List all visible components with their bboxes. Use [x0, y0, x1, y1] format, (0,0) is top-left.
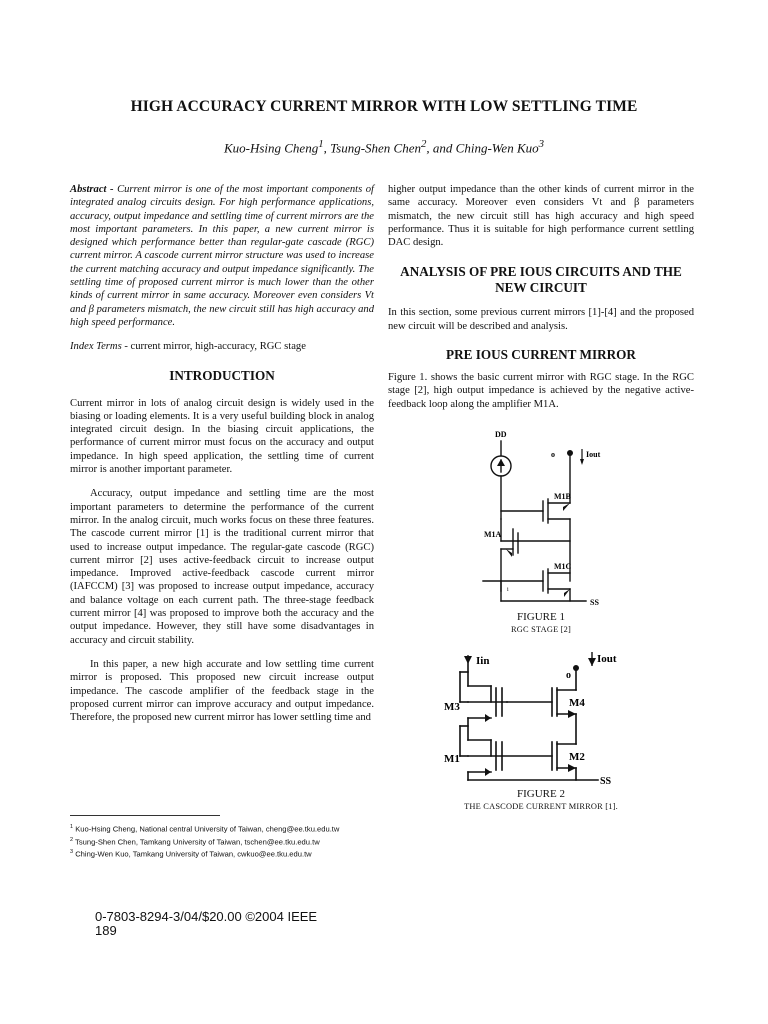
- footnotes: [70, 822, 430, 860]
- author-name: Tsung-Shen Chen: [330, 140, 421, 156]
- abstract-lead: Abstract -: [70, 184, 114, 195]
- fig1-label-i: i: [507, 586, 509, 593]
- fig2-label-m2: M2: [569, 750, 585, 763]
- author-name: Ching-Wen Kuo: [455, 140, 539, 156]
- footnote: [70, 835, 430, 848]
- fig1-label-ss: SS: [590, 597, 599, 607]
- footnote-mark: 1: [70, 824, 74, 830]
- figure-2-number: FIGURE 2: [517, 787, 565, 800]
- author-separator: , and: [426, 140, 456, 156]
- footnote: [70, 822, 430, 835]
- figure-1-rgc-schematic: [388, 423, 694, 619]
- page-number: 189: [95, 923, 117, 938]
- footnote-mark: 2: [70, 836, 74, 843]
- introduction-heading: INTRODUCTION: [169, 367, 275, 383]
- footnote: [70, 847, 430, 860]
- figure-2-caption: [388, 788, 694, 813]
- footnote-mark: 3: [70, 849, 74, 856]
- intro-paragraph-1: Current mirror in lots of analog circuit design is widely used in the biasing or loading elements. It is a very useful building block in analog integrated circuit design. In the biasing circuit applications, the performance of current mirror must focus on the accuracy and output impedance. In high speed application, the settling time of current mirror is another important parameter.: [70, 397, 374, 476]
- index-terms-label: Index Terms: [70, 341, 122, 353]
- fig1-label-m1c: M1C: [554, 561, 572, 571]
- author-line: [0, 138, 768, 156]
- abstract: [70, 183, 374, 329]
- footnote-text: Kuo-Hsing Cheng, National central University of Taiwan, cheng@ee.tku.edu.tw: [75, 824, 340, 834]
- author-separator: ,: [323, 140, 331, 156]
- fig1-label-m1b: M1B: [554, 491, 571, 501]
- intro-paragraph-2: Accuracy, output impedance and settling time are the most important parameters to determine the performance of the current mirror. In the analog circuit, much works focus on these three features. The cascode current mirror [1] is the traditional current mirror that used to increase output impedance. The regular-gate cascode (RGC) current mirror [2] uses active-feedback circuit to increase output impedance. Improved active-feedback cascode current mirror (IAFCCM) [3] was proposed to increase output impedance, accuracy and balance voltage on each current path. The three-stage feedback current mirror [4] was proposed to improve both the accuracy and the output impedance. However, they still have some disadvantages in accuracy and circuit stability.: [70, 488, 374, 646]
- fig2-label-iout: Iout: [597, 652, 617, 665]
- fig1-label-iout: Iout: [586, 449, 601, 459]
- footnote-text: Ching-Wen Kuo, Tamkang University of Taiwan, cwkuo@ee.tku.edu.tw: [75, 849, 312, 859]
- fig2-label-m1: M1: [444, 752, 460, 765]
- publication-info: [95, 910, 317, 938]
- previous-mirror-paragraph: Figure 1. shows the basic current mirror with RGC stage. In the RGC stage [2], high output impedance is achieved by the negative active-feedback loop along the amplifier M1A.: [388, 372, 694, 410]
- analysis-heading: ANALYSIS OF PRE IOUS CIRCUITS AND THE NEW CIRCUIT: [400, 264, 682, 296]
- figure-2-cascode-schematic: [388, 648, 694, 788]
- fig2-label-m4: M4: [569, 696, 585, 709]
- fig2-label-iin: Iin: [476, 654, 490, 667]
- figure-1-number: FIGURE 1: [517, 610, 565, 623]
- left-column: [70, 183, 374, 724]
- fig2-label-m3: M3: [444, 700, 460, 713]
- author-mark: 3: [538, 138, 545, 150]
- continued-paragraph: higher output impedance than the other kinds of current mirror in the same accuracy. Moreover even considers Vt and β parameters mismatch, the new circuit still has high accuracy and high speed performance. Thus it is suitable for high performance current settling DAC design.: [388, 184, 694, 249]
- fig1-label-o: o: [551, 449, 555, 459]
- fig2-label-o: o: [566, 669, 571, 681]
- figure-1-title: RGC STAGE [2]: [510, 624, 572, 634]
- figure-2-title: THE CASCODE CURRENT MIRROR [1].: [464, 801, 618, 811]
- copyright-line: 0-7803-8294-3/04/$20.00 ©2004 IEEE: [95, 909, 318, 924]
- author-mark: 2: [421, 138, 427, 150]
- abstract-text: Current mirror is one of the most important components of integrated analog circuits design. For high performance applications, accuracy, output impedance and settling time of current mirrors are the most important parameters. In this paper, a new current mirror is designed which performance better than regular-gate cascade (RGC) current mirror. A cascode current mirror structure was used to increase the current matching accuracy and output impedance significantly. The settling time of proposed current mirror is much lower than the other kinds of current mirror in same accuracy. Moreover even considers Vt and β parameters mismatch, the new circuit still has high accuracy and high speed performance.: [70, 184, 374, 328]
- index-terms: [70, 340, 374, 353]
- intro-paragraph-3: In this paper, a new high accurate and low settling time current mirror is proposed. This proposed new circuit increase output impedance. The cascode amplifier of the feedback stage in the proposed current mirror can improve accuracy and output impedance. Therefore, the proposed new current mirror has lower settling time and: [70, 658, 374, 724]
- paper-title: HIGH ACCURACY CURRENT MIRROR WITH LOW SETTLING TIME: [130, 98, 638, 115]
- fig1-label-vdd: DD: [495, 429, 507, 439]
- author-mark: 1: [318, 138, 324, 150]
- footnote-text: Tsung-Shen Chen, Tamkang University of Taiwan, tschen@ee.tku.edu.tw: [75, 837, 320, 847]
- right-column: [388, 183, 694, 813]
- figure-1-caption: [388, 611, 694, 636]
- footnote-divider: [70, 815, 220, 816]
- author-name: Kuo-Hsing Cheng: [223, 140, 319, 156]
- fig1-label-m1a: M1A: [484, 529, 502, 539]
- index-terms-text: - current mirror, high-accuracy, RGC stage: [121, 341, 306, 353]
- fig2-label-ss: SS: [600, 775, 612, 787]
- previous-mirror-heading: PRE IOUS CURRENT MIRROR: [446, 347, 636, 363]
- analysis-paragraph: In this section, some previous current mirrors [1]-[4] and the proposed new circuit will be described and analysis.: [388, 307, 694, 332]
